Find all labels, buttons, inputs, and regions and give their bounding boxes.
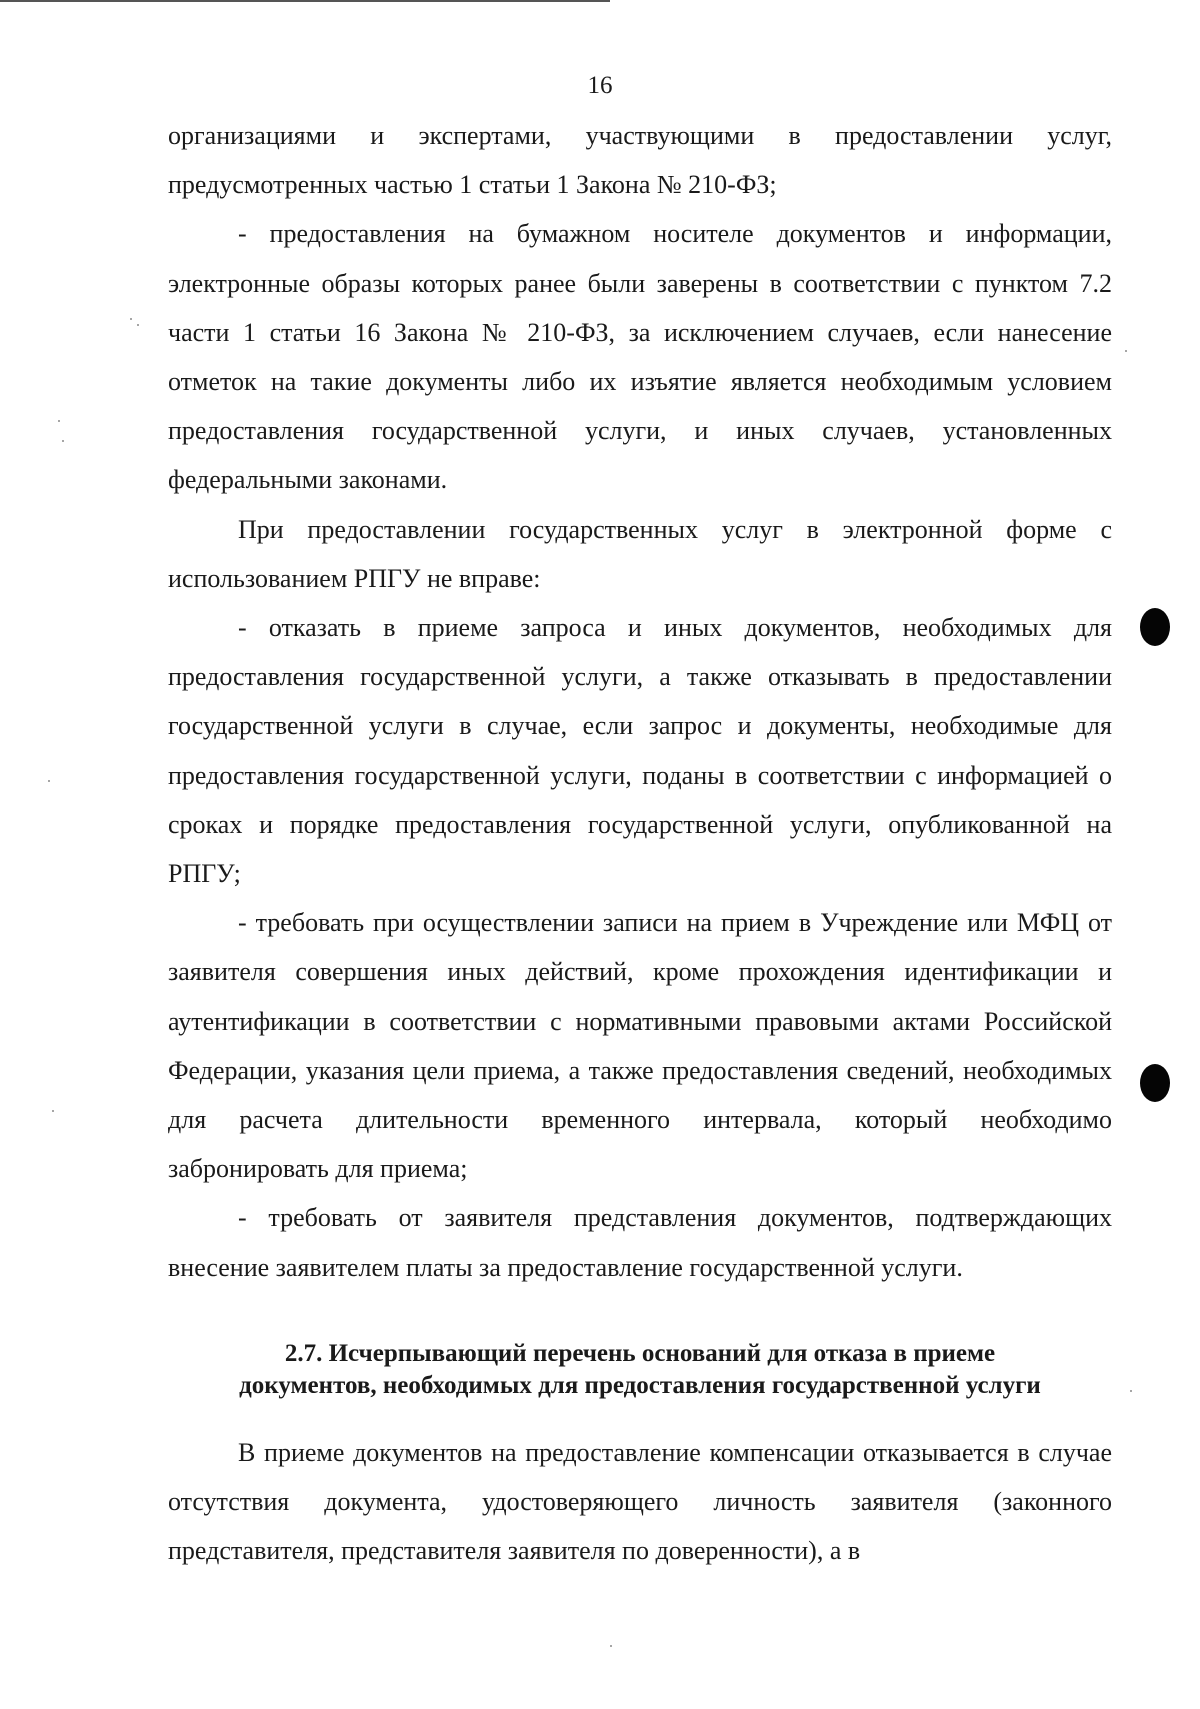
scan-speck: [1130, 1390, 1132, 1392]
paragraph-continuation: организациями и экспертами, участвующими в предоставлении услуг, предусмотренных частью 1 статьи 1 Закона № 210-ФЗ;: [168, 121, 1112, 200]
punch-hole-mark-lower: [1140, 1064, 1170, 1102]
scan-speck: [610, 1645, 612, 1647]
paragraph-refusal-grounds: В приеме документов на предоставление компенсации отказывается в случае отсутствия документа, удостоверяющего личность заявителя (законного представителя, представителя заявителя по доверенности), а в: [168, 1437, 1112, 1566]
punch-hole-mark-upper: [1140, 608, 1170, 646]
scan-speck: [48, 780, 50, 782]
scan-speck: [62, 440, 64, 442]
page-number: 16: [587, 72, 613, 99]
paragraph-rpgu-restrictions-intro: При предоставлении государственных услуг в электронной форме с использованием РПГУ не вправе:: [168, 514, 1112, 593]
scan-speck: [58, 420, 60, 422]
scan-speck: [137, 324, 139, 326]
section-heading: [168, 1338, 1112, 1402]
scan-top-edge-line: [0, 0, 610, 2]
paragraph-appointment-requirements: - требовать при осуществлении записи на прием в Учреждение или МФЦ от заявителя совершения иных действий, кроме прохождения идентификации и аутентификации в соответствии с нормативными правовыми актами Российской Федерации, указания цели приема, а также предоставления сведений, необходимых для расчета длительности временного интервала, который необходимо забронировать для приема;: [168, 908, 1112, 1184]
scan-speck: [130, 318, 132, 320]
scan-speck: [52, 1110, 54, 1112]
paragraph-paper-documents: - предоставления на бумажном носителе документов и информации, электронные образы которых ранее были заверены в соответствии с пунктом 7.2 части 1 статьи 16 Закона № 210-ФЗ, за исключением случаев, если нанесение отметок на такие документы либо их изъятие является необходимым условием предоставления государственной услуги, и иных случаев, установленных федеральными законами.: [168, 219, 1112, 495]
paragraph-payment-proof: - требовать от заявителя представления документов, подтверждающих внесение заявителем платы за предоставление государственной услуги.: [168, 1203, 1112, 1282]
section-heading-line-2: документов, необходимых для предоставления государственной услуги: [239, 1371, 1041, 1399]
document-body: [168, 111, 1112, 1575]
section-heading-line-1: 2.7. Исчерпывающий перечень оснований для отказа в приеме: [284, 1339, 996, 1367]
paragraph-refusal-prohibition: - отказать в приеме запроса и иных документов, необходимых для предоставления государственной услуги, а также отказывать в предоставлении государственной услуги в случае, если запрос и документы, необходимые для предоставления государственной услуги, поданы в соответствии с информацией о сроках и порядке предоставления государственной услуги, опубликованной на РПГУ;: [168, 613, 1112, 889]
scan-speck: [1125, 350, 1127, 352]
